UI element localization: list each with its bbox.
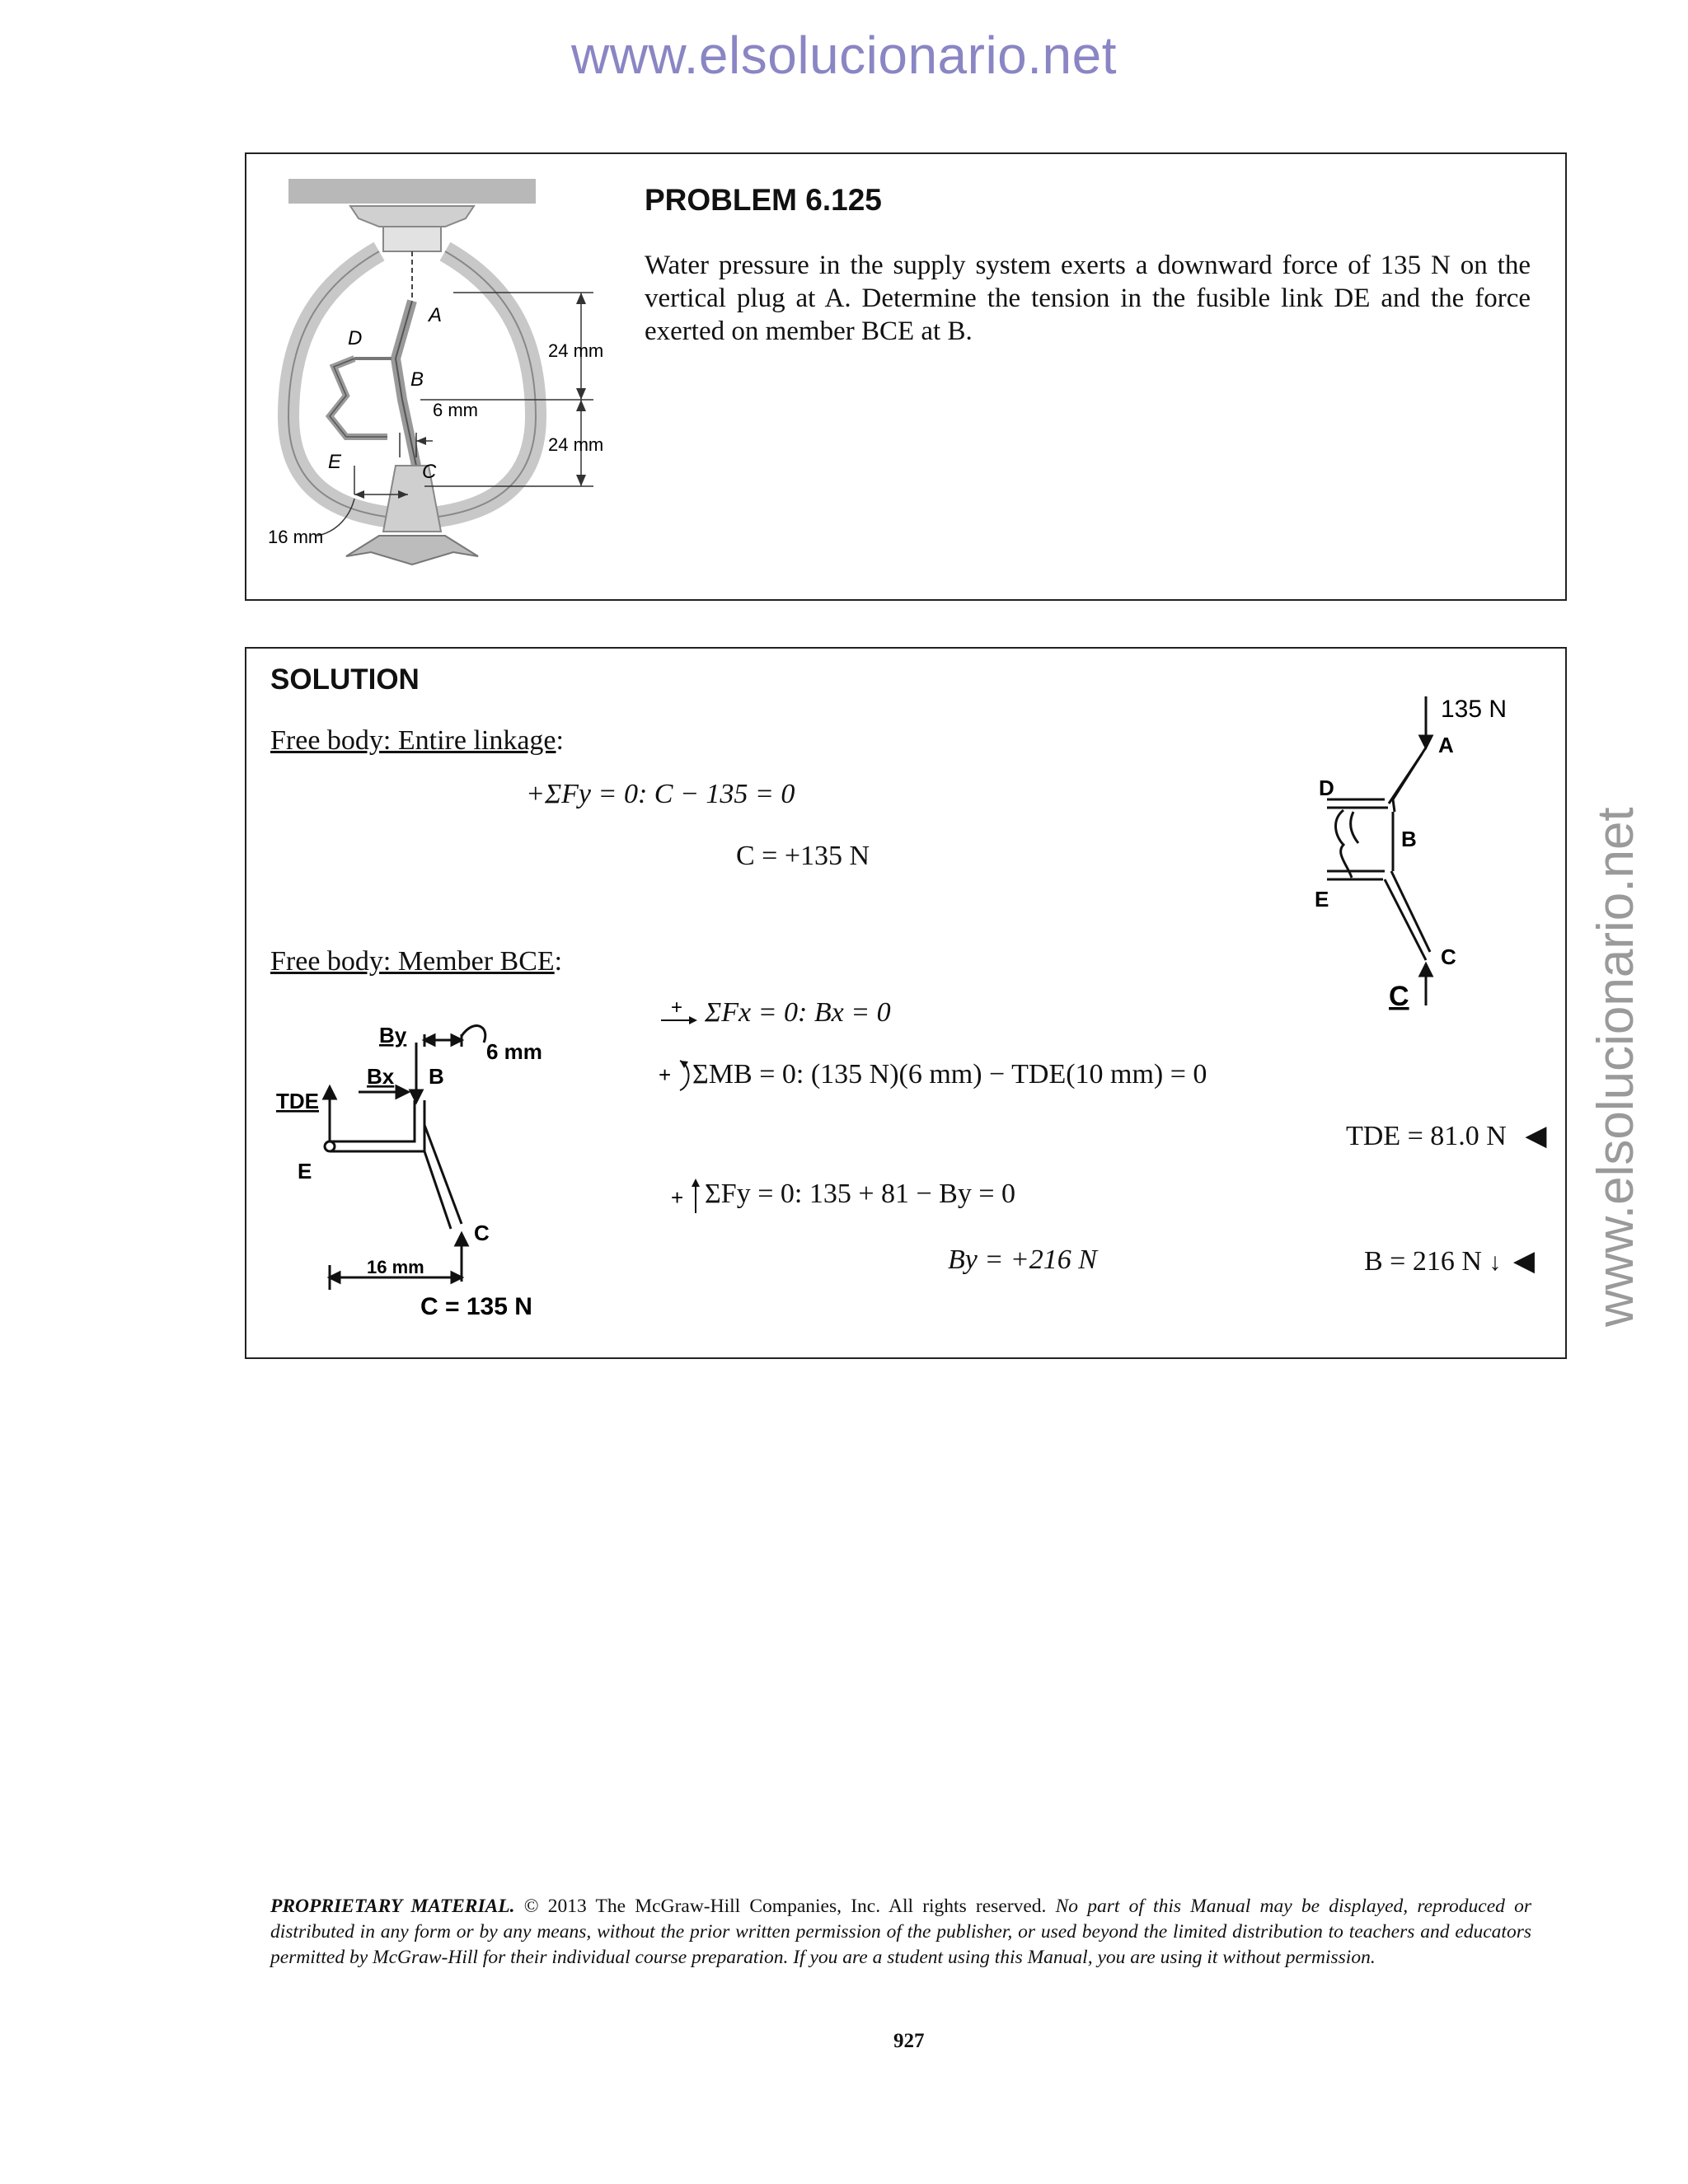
eq4: ΣFy = 0: 135 + 81 − By = 0 [705,1179,1016,1209]
eq4-result: By = +216 N [948,1244,1097,1275]
arrow-down-icon: ↓ [1489,1249,1502,1276]
eq3: ΣMB = 0: (135 N)(6 mm) − TDE(10 mm) = 0 [692,1059,1207,1090]
sketch2-label-C: C [474,1221,490,1245]
watermark-top: www.elsolucionario.net [571,26,1117,85]
eq3-result-text: TDE = 81.0 N [1346,1121,1507,1151]
sketch2-label-E: E [298,1159,312,1183]
ceiling-plate [288,179,536,204]
sketch2-label-Cforce: C = 135 N [420,1293,532,1320]
sketch1-label-E: E [1315,887,1329,912]
fig-label-B: B [410,368,424,391]
sign-plus-up-icon [669,1177,707,1215]
svg-text:+: + [671,1185,684,1210]
sketch-entire-linkage [1302,688,1508,1018]
sketch1-label-D: D [1319,776,1334,800]
sketch2-label-16mm: 16 mm [367,1257,424,1277]
fig-dim-16: 16 mm [268,527,324,547]
sketch1-label-Cforce: C [1389,981,1409,1012]
sketch1-label-C: C [1441,944,1456,969]
fb1-label: Free body: Entire linkage: [270,725,564,756]
fb2-label-text: Free body: Member BCE [270,946,555,977]
sketch-member-BCE [268,1018,573,1331]
problem-text: Water pressure in the supply system exerts a downward force of 135 N on the vertical plug at A. Determine the tension in the fusible link DE and the force exerted on member BCE at B. [645,251,1531,346]
fig-dim-24-top: 24 mm [548,340,604,361]
sketch2-label-By: By [379,1023,407,1047]
answer-marker-icon: ◀ [1525,1121,1547,1151]
svg-text:+: + [659,1062,672,1087]
fig-label-E: E [328,451,342,473]
footer-italic: No part of this Manual may be displayed, reproduced or distributed in any form or by any means, without the prior written permission of the publisher, or used beyond the limited distribution to teachers and educators permitted by McGraw-Hill for their individual course preparation. If you are a student using this Manual, you are using it without permission. [270,1896,1532,1968]
fig-label-D: D [348,327,363,349]
sprinkler-figure [256,169,626,581]
sketch2-label-TDE: TDE [276,1089,319,1113]
footer-copyright [270,1894,1531,1971]
sign-ccw-icon [655,1057,696,1094]
sketch1-label-B: B [1401,827,1417,851]
solution-title: SOLUTION [270,663,420,696]
fb2-label: Free body: Member BCE: [270,946,563,977]
eq2: ΣFx = 0: Bx = 0 [705,997,891,1028]
fig-dim-6: 6 mm [433,400,478,420]
sketch1-label-force: 135 N [1441,696,1507,723]
sign-plus-right-icon [659,997,699,1030]
fb1-label-text: Free body: Entire linkage [270,725,556,756]
fig-label-A: A [429,304,443,326]
eq1: +ΣFy = 0: C − 135 = 0 [526,779,795,809]
fig-label-C: C [422,461,437,483]
page-number: 927 [893,2030,925,2052]
answer-B-text: B = 216 N [1364,1246,1482,1277]
eq1-result: C = +135 N [736,841,870,871]
eq3-result [1346,1119,1546,1152]
sketch2-label-6mm: 6 mm [486,1039,542,1064]
svg-text:+: + [671,997,683,1019]
sketch1-label-A: A [1438,733,1454,757]
answer-marker-icon: ◀ [1512,1246,1536,1277]
fig-dim-24-bottom: 24 mm [548,434,604,455]
footer-plain: © 2013 The McGraw-Hill Companies, Inc. All rights reserved. [514,1896,1056,1917]
footer-bold: PROPRIETARY MATERIAL. [270,1896,515,1917]
watermark-side: www.elsolucionario.net [1587,807,1644,1327]
sketch2-label-Bx: Bx [367,1064,395,1089]
sketch2-label-B: B [429,1064,444,1089]
answer-B [1364,1244,1535,1277]
problem-title: PROBLEM 6.125 [645,183,882,217]
